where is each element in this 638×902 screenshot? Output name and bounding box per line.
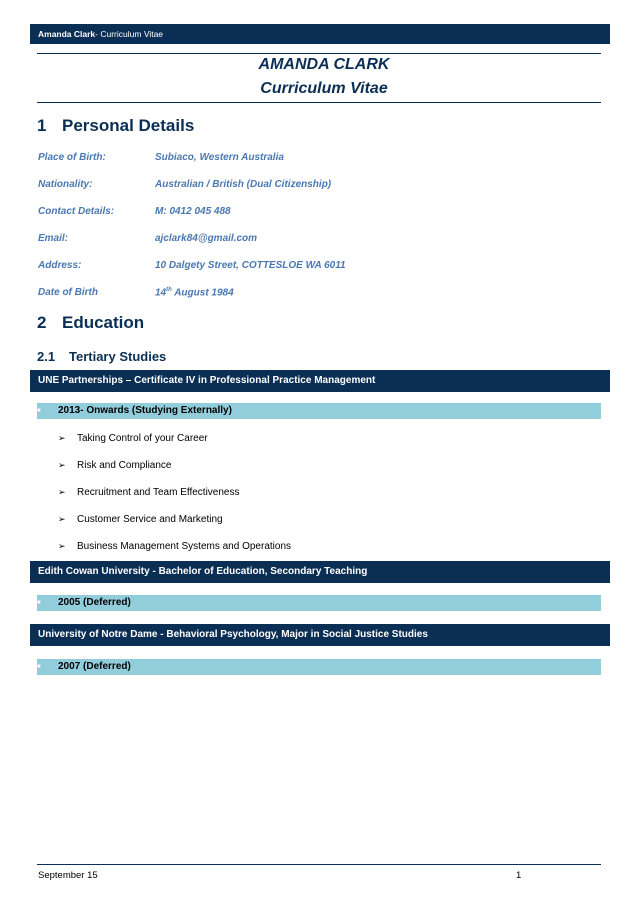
document-title: Curriculum Vitae bbox=[260, 80, 388, 97]
page-number: 1 bbox=[516, 870, 522, 881]
list-item: ➢ Business Management Systems and Operations bbox=[58, 541, 291, 552]
label-address: Address: bbox=[38, 260, 82, 271]
value-place-of-birth: Subiaco, Western Australia bbox=[155, 152, 284, 163]
period-bar-ecu: ■ 2005 (Deferred) bbox=[37, 595, 601, 611]
arrow-bullet-icon: ➢ bbox=[58, 514, 66, 524]
title-bottom-rule bbox=[37, 102, 601, 103]
value-nationality: Australian / British (Dual Citizenship) bbox=[155, 179, 332, 190]
institution-bar-notre-dame: University of Notre Dame - Behavioral Psychology, Major in Social Justice Studies bbox=[30, 624, 610, 646]
list-item: ➢ Taking Control of your Career bbox=[58, 433, 208, 444]
list-item: ➢ Recruitment and Team Effectiveness bbox=[58, 487, 240, 498]
label-date-of-birth: Date of Birth bbox=[38, 287, 98, 298]
label-place-of-birth: Place of Birth: bbox=[38, 152, 106, 163]
section-heading-education: 2 Education bbox=[37, 313, 145, 332]
arrow-bullet-icon: ➢ bbox=[58, 433, 66, 443]
subsection-heading-tertiary-studies: 2.1 Tertiary Studies bbox=[37, 349, 167, 364]
footer-date: September 15 bbox=[38, 870, 98, 881]
arrow-bullet-icon: ➢ bbox=[58, 541, 66, 551]
arrow-bullet-icon: ➢ bbox=[58, 460, 66, 470]
value-date-of-birth: 14th August 1984 bbox=[155, 287, 234, 299]
document-header-bar bbox=[30, 24, 610, 44]
label-contact-details: Contact Details: bbox=[38, 206, 115, 217]
value-contact-details: M: 0412 045 488 bbox=[155, 206, 231, 217]
square-bullet-icon: ■ bbox=[37, 600, 41, 606]
period-bar-une: ■ 2013- Onwards (Studying Externally) bbox=[37, 403, 601, 419]
arrow-bullet-icon: ➢ bbox=[58, 487, 66, 497]
label-email: Email: bbox=[38, 233, 69, 244]
value-email: ajclark84@gmail.com bbox=[155, 233, 258, 244]
square-bullet-icon: ■ bbox=[37, 664, 41, 670]
header-doc-type: - Curriculum Vitae bbox=[95, 29, 164, 39]
period-bar-notre-dame: ■ 2007 (Deferred) bbox=[37, 659, 601, 675]
value-address: 10 Dalgety Street, COTTESLOE WA 6011 bbox=[155, 260, 346, 271]
title-top-rule bbox=[37, 53, 601, 54]
footer-rule bbox=[37, 864, 601, 865]
square-bullet-icon: ■ bbox=[37, 408, 41, 414]
candidate-name: AMANDA CLARK bbox=[258, 56, 390, 73]
section-heading-personal-details: 1 Personal Details bbox=[37, 116, 195, 135]
institution-bar-ecu: Edith Cowan University - Bachelor of Education, Secondary Teaching bbox=[30, 561, 610, 583]
institution-bar-une: UNE Partnerships – Certificate IV in Professional Practice Management bbox=[30, 370, 610, 392]
header-name: Amanda Clark bbox=[38, 29, 96, 39]
list-item: ➢ Customer Service and Marketing bbox=[58, 514, 223, 525]
label-nationality: Nationality: bbox=[38, 179, 93, 190]
list-item: ➢ Risk and Compliance bbox=[58, 460, 172, 471]
